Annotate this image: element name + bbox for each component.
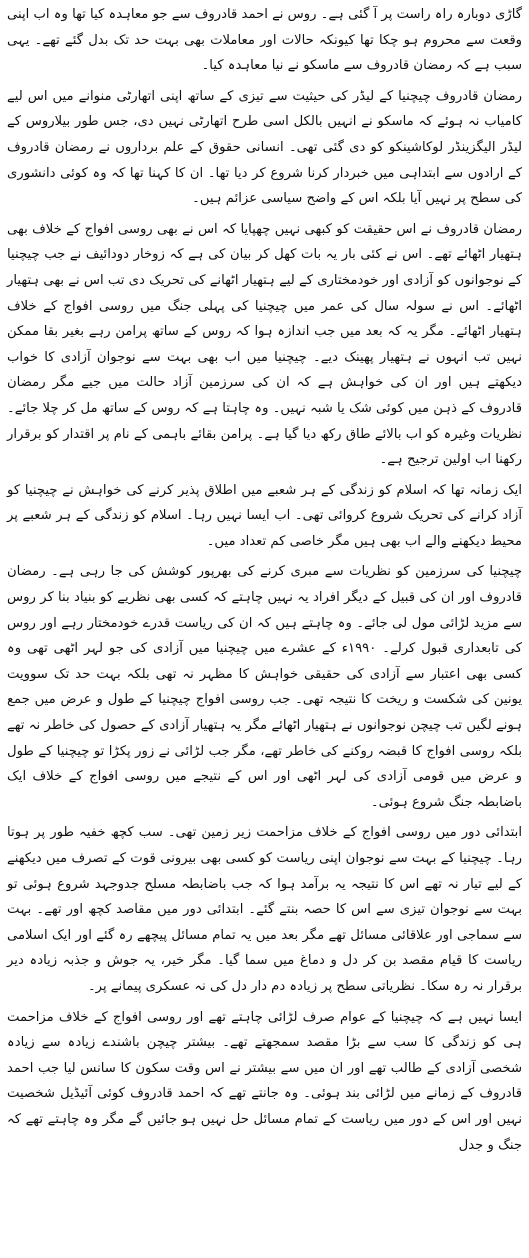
paragraph-7: ایسا نہیں ہے کہ چیچنیا کے عوام صرف لڑائی چاہتے تھے اور روسی افواج کے خلاف مزاحمت ہی کو زندگی کا سب سے بڑا مقصد سمجھتے تھے۔ بیشتر چیچن باشندے زیادہ سے زیادہ شخصی آزادی کے طالب تھے اور ان میں سے بیشتر نے اس وقت سکون کا سانس لیا جب احمد قادروف کے زمانے میں لڑائی بند ہوئی۔ وہ جانتے تھے کہ احمد قادروف کوئی آئیڈیل شخصیت نہیں اور اس کے دور میں ریاست کے تمام مسائل حل نہیں ہو جائیں گے مگر وہ چاہتے تھے کہ جنگ و جدل [7, 1009, 522, 1153]
paragraph-1: گاڑی دوبارہ راہ راست پر آ گئی ہے۔ روس نے احمد قادروف سے جو معاہدہ کیا تھا وہ اب اپنی وقعت سے محروم ہو چکا تھا کیونکہ حالات اور معاملات بھی بہت حد تک بدل گئے تھے۔ یہی سبب ہے کہ رمضان قادروف سے ماسکو نے نیا معاہدہ کیا۔ [7, 7, 522, 74]
paragraph-3: رمضان قادروف نے اس حقیقت کو کبھی نہیں چھپایا کہ اس نے بھی روسی افواج کے خلاف بھی ہتھیار اٹھائے تھے۔ اس نے کئی بار یہ بات کھل کر بیان کی ہے کہ زوخار دودائیف نے جب چیچنیا کے نوجوانوں کو آزادی اور خودمختاری کے لیے ہتھیار اٹھانے کی تحریک دی تب اس نے بھی ہتھیار اٹھائے۔ اس نے سولہ سال کی عمر میں چیچنیا کی پہلی جنگ میں روسی افواج کے خلاف ہتھیار اٹھائے۔ مگر یہ کہ بعد میں جب اندازہ ہوا کہ روس کے ساتھ پرامن رہے بغیر بقا ممکن نہیں تب انہوں نے ہتھیار پھینک دیے۔ چیچنیا میں اب بھی بہت سے نوجوان آزادی کا خواب دیکھتے ہیں اور ان کی خواہش ہے کہ ان کی سرزمین آزاد حالت میں جیے مگر رمضان قادروف کے ذہن میں کوئی شک یا شبہ نہیں۔ وہ چاہتا ہے کہ روس کے ساتھ مل کر چلا جائے۔ نظریات وغیرہ کو اب بالائے طاق رکھ دیا گیا ہے۔ پرامن بقائے باہمی کے نام پر اقتدار کو برقرار رکھنا اب اولین ترجیح ہے۔ [7, 221, 522, 468]
paragraph-2: رمضان قادروف چیچنیا کے لیڈر کی حیثیت سے تیزی کے ساتھ اپنی اتھارٹی منوانے میں اس لیے کامیاب نہ ہوئے کہ ماسکو نے انہیں بالکل اسی طرح اتھارٹی نہیں دی، جس طور بیلاروس کے لیڈر الیگزینڈر لوکاشینکو کو دی گئی تھی۔ انسانی حقوق کے علم برداروں نے رمضان قادروف کے ارادوں سے ابتداہی میں خبردار کرنا شروع کر دیا تھا۔ ان کا کہنا تھا کہ وہ کوئی دانشوری کی سطح پر نہیں آیا بلکہ اس کے واضح سیاسی عزائم ہیں۔ [7, 88, 522, 207]
paragraph-5: چیچنیا کی سرزمین کو نظریات سے مبری کرنے کی بھرپور کوشش کی جا رہی ہے۔ رمضان قادروف اور ان کی قبیل کے دیگر افراد یہ نہیں چاہتے کہ کسی بھی نظریے کو بنیاد بنا کر روس سے مزید لڑائی مول لی جائے۔ وہ چاہتے ہیں کہ ان کی ریاست قدرے خودمختار رہے اور روس کی تابعداری قبول کرلے۔ ۱۹۹۰ء کے عشرے میں چیچنیا میں آزادی کی جو لہر اٹھی تھی وہ کسی بھی اعتبار سے آزادی کی حقیقی خواہش کا مظہر نہ تھی بلکہ بہت حد تک سوویت یونین کی شکست و ریخت کا نتیجہ تھی۔ جب روسی افواج چیچنیا کے طول و عرض میں جمع ہونے لگیں تب چیچن نوجوانوں نے ہتھیار اٹھائے مگر یہ ہتھیار آزادی کے حصول کی خاطر نہ تھے بلکہ روسی افواج کا قبضہ روکنے کی خاطر تھے، مگر جب لڑائی نے زور پکڑا تو چیچنیا کے طول و عرض میں قومی آزادی کی لہر اٹھی اور اس کے نتیجے میں روسی افواج کے خلاف ایک باضابطہ جنگ شروع ہوئی۔ [7, 564, 522, 810]
paragraph-4: ایک زمانہ تھا کہ اسلام کو زندگی کے ہر شعبے میں اطلاق پذیر کرنے کی خواہش نے چیچنیا کو آزاد کرانے کی تحریک شروع کروائی تھی۔ اب ایسا نہیں رہا۔ اسلام کو زندگی کے ہر شعبے پر محیط دیکھنے والے اب بھی ہیں مگر خاصی کم تعداد میں۔ [7, 482, 522, 549]
paragraph-6: ابتدائی دور میں روسی افواج کے خلاف مزاحمت زیر زمین تھی۔ سب کچھ خفیہ طور پر ہوتا رہا۔ چیچنیا کے بہت سے نوجوان اپنی ریاست کو کسی بھی بیرونی قوت کے تصرف میں دیکھنے کے لیے تیار نہ تھے اس کا نتیجہ یہ برآمد ہوا کہ جب باضابطہ مسلح جدوجہد شروع ہوئی تو بہت سے نوجوان تیزی سے اس کا حصہ بنتے گئے۔ ابتدائی دور میں مقاصد کچھ اور تھے۔ بہت سے سماجی اور علاقائی مسائل تھے مگر بعد میں یہ تمام مسائل پیچھے رہ گئے اور ایک اسلامی ریاست کا قیام مقصد بن کر دل و دماغ میں سما گیا۔ مگر خیر، یہ جوش و جذبہ زیادہ دیر برقرار نہ رہ سکا۔ نظریاتی سطح پر زیادہ دم دار دل کی نہ عسکری پیمانے پر۔ [7, 825, 522, 994]
